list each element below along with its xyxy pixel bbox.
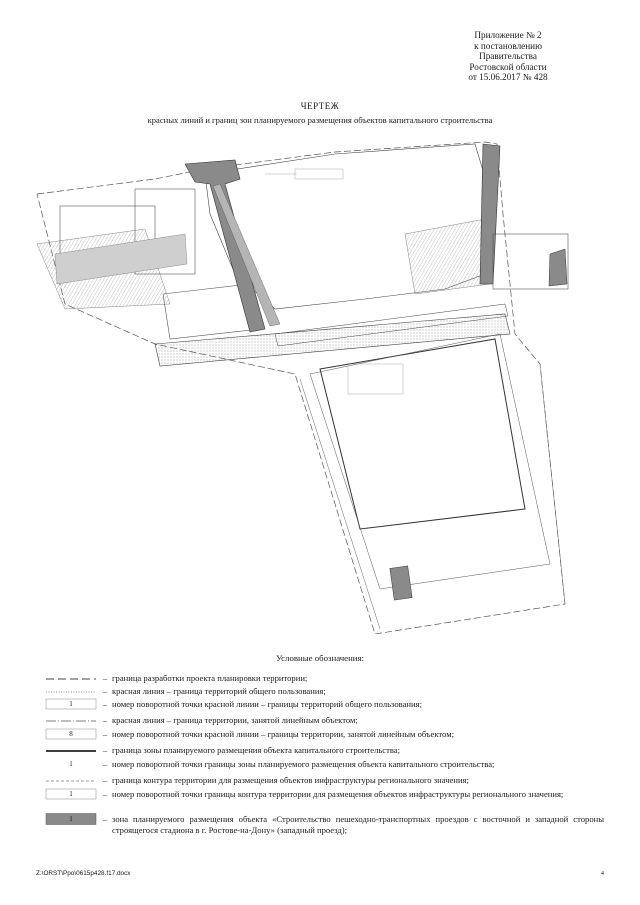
legend-dash: – (102, 673, 108, 683)
eastern-zone (549, 249, 567, 286)
legend-dash: – (102, 789, 108, 799)
legend-dash: – (102, 775, 108, 785)
legend-symbol (44, 698, 98, 710)
legend-symbol (44, 758, 98, 770)
legend-item (44, 685, 604, 698)
annex-line: Ростовской области (469, 61, 547, 72)
legend-symbol-label: 1 (69, 760, 73, 768)
annex-header (438, 30, 578, 83)
legend-dash: – (102, 814, 108, 824)
legend-dash: – (102, 729, 108, 739)
legend-item (44, 788, 604, 813)
legend-dash: – (102, 759, 108, 769)
legend-item (44, 813, 604, 838)
legend-item (44, 714, 604, 728)
legend-text: красная линия – граница территорий общего пользования; (112, 685, 326, 696)
legend-heading: Условные обозначения: (276, 653, 364, 663)
legend-symbol (44, 744, 98, 756)
annex-line: от 15.06.2017 № 428 (468, 72, 548, 83)
stadium-small-zone (390, 566, 412, 600)
legend-text: граница зоны планируемого размещения объекта капитального строительства; (112, 744, 401, 755)
planning-drawing (35, 134, 605, 634)
legend-text: номер поворотной точки границы контура территории для размещения объектов инфраструктуры регионального значения; (112, 788, 564, 799)
legend-dash: – (102, 699, 108, 709)
legend-item (44, 698, 604, 714)
legend-symbol (44, 813, 98, 825)
legend (44, 672, 604, 838)
legend-text: номер поворотной точки красной линии – границы территорий общего пользования; (112, 698, 422, 709)
legend-symbol-label: 1 (69, 700, 73, 708)
document-subtitle: красных линий и границ зон планируемого размещения объектов капитального строительства (147, 115, 493, 125)
legend-symbol (44, 788, 98, 800)
legend-text: граница контура территории для размещения объектов инфраструктуры регионального значения; (112, 774, 469, 785)
legend-item (44, 774, 604, 788)
legend-symbol (44, 714, 98, 726)
legend-text: номер поворотной точки границы зоны планируемого размещения объекта капитального строительства; (112, 758, 495, 769)
legend-item (44, 672, 604, 685)
legend-symbol-label: 1 (69, 790, 73, 798)
legend-symbol (44, 685, 98, 697)
planned-zone (480, 144, 500, 284)
legend-symbol (44, 774, 98, 786)
stadium-lot (320, 339, 525, 529)
legend-symbol-label: 8 (69, 730, 73, 738)
annex-line: к постановлению (474, 40, 542, 51)
legend-symbol (44, 672, 98, 684)
legend-dash: – (102, 686, 108, 696)
legend-text: зона планируемого размещения объекта «Строительство пешеходно-транспортных проездов с восточной и западной стороны строящегося стадиона в г. Ростове-на-Дону» (западный проезд); (112, 813, 604, 835)
legend-text: граница разработки проекта планировки территории; (112, 672, 308, 683)
legend-symbol-label: 1 (69, 815, 73, 823)
legend-symbol (44, 728, 98, 740)
legend-dash: – (102, 745, 108, 755)
legend-text: красная линия – граница территории, занятой линейным объектом; (112, 714, 358, 725)
legend-text: номер поворотной точки красной линии – границы территории, занятой линейным объектом; (112, 728, 455, 739)
legend-item (44, 758, 604, 774)
annex-line: Правительства (479, 51, 537, 62)
legend-item (44, 744, 604, 758)
annex-line: Приложение № 2 (474, 30, 542, 40)
page-number: 4 (600, 870, 604, 877)
file-path: Z:\ORST\Ppo\0615p428.f17.docx (36, 870, 131, 877)
legend-dash: – (102, 715, 108, 725)
document-title: ЧЕРТЕЖ (300, 101, 340, 111)
legend-item (44, 728, 604, 744)
stadium-outer-line (540, 364, 565, 604)
